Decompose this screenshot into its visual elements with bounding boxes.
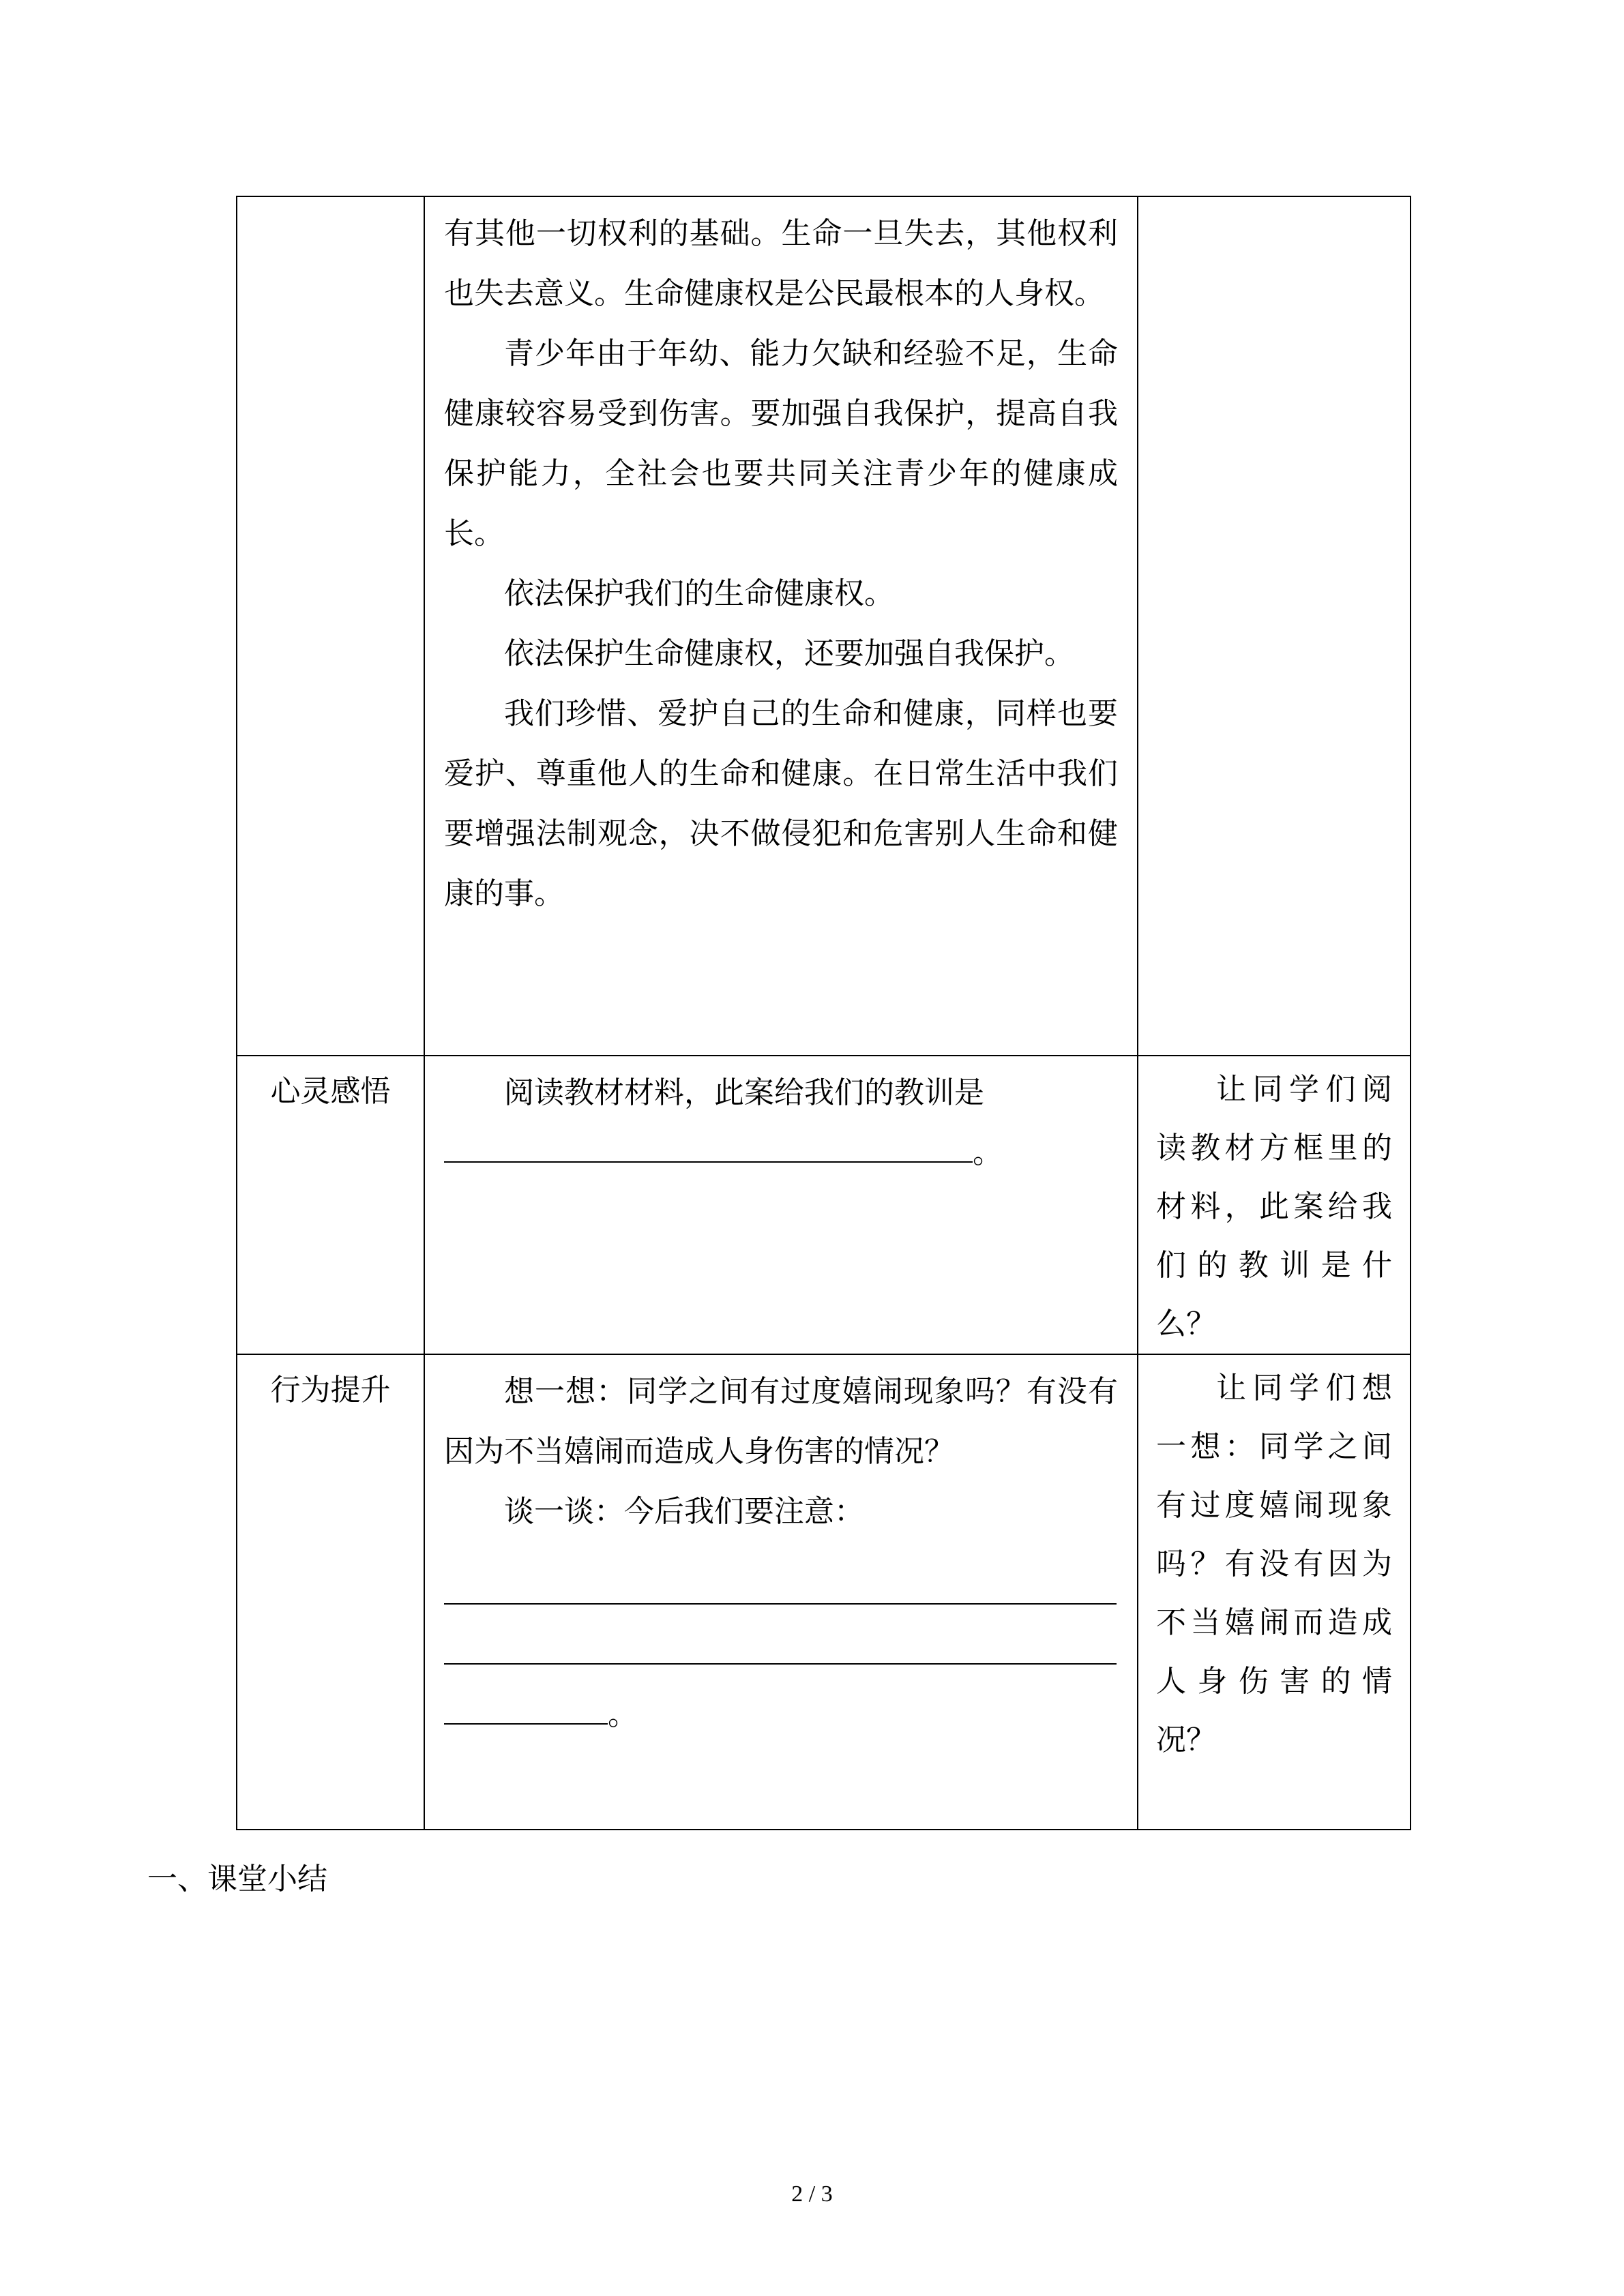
blank-underline: [444, 1688, 608, 1725]
note-cell-reflection: [1138, 1056, 1411, 1354]
table-row-behavior: [237, 1354, 1411, 1830]
row-label-cell-behavior: [237, 1354, 424, 1830]
blank-suffix: 。: [608, 1698, 638, 1731]
row-label-cell-empty: [237, 196, 424, 1056]
row-label-cell-reflection: [237, 1056, 424, 1354]
section-heading: 一、课堂小结: [147, 1862, 327, 1896]
behavior-talk-prompt: 谈一谈：今后我们要注意：: [504, 1495, 864, 1528]
note-cell-empty: [1138, 196, 1411, 1056]
page-number: 2 / 3: [791, 2181, 833, 2207]
behavior-think-prompt: 想一想：同学之间有过度嬉闹现象吗？有没有因为不当嬉闹而造成人身伤害的情况？: [444, 1375, 1118, 1468]
content-cell-behavior: [424, 1354, 1138, 1830]
content-cell-continuation: [424, 196, 1138, 1056]
table-row-reflection: [237, 1056, 1411, 1354]
blank-suffix: 。: [973, 1136, 1003, 1169]
reflection-blank-line: [444, 1123, 1118, 1183]
paragraph-law-protect: 依法保护我们的生命健康权。: [504, 577, 894, 610]
paragraph-cherish-life: 我们珍惜、爱护自己的生命和健康，同样也要爱护、尊重他人的生命和健康。在日常生活中我们要增强法制观念，决不做侵犯和危害别人生命和健康的事。: [444, 697, 1118, 910]
paragraph-self-protect: 依法保护生命健康权，还要加强自我保护。: [504, 637, 1074, 670]
paragraph-youth-protection: 青少年由于年幼、能力欠缺和经验不足，生命健康较容易受到伤害。要加强自我保护，提高自我保护能力，全社会也要共同关注青少年的健康成长。: [444, 337, 1118, 550]
blank-underline: [444, 1628, 1117, 1665]
behavior-note: 让同学们想一想：同学之间有过度嬉闹现象吗？有没有因为不当嬉闹而造成人身伤害的情况？: [1156, 1371, 1392, 1757]
content-cell-reflection: [424, 1056, 1138, 1354]
reflection-note: 让同学们阅读教材方框里的材料，此案给我们的教训是什么？: [1156, 1073, 1392, 1341]
behavior-blank-line-3: [444, 1685, 1118, 1745]
behavior-blank-line-1: [444, 1565, 1118, 1625]
reflection-prompt: 阅读教材材料，此案给我们的教训是: [504, 1076, 984, 1109]
note-cell-behavior: [1138, 1354, 1411, 1830]
behavior-blank-line-2: [444, 1625, 1118, 1685]
table-row-continuation: [237, 196, 1411, 1056]
lesson-plan-table: [236, 196, 1411, 1830]
row-label-reflection: 心灵感悟: [270, 1075, 391, 1108]
blank-underline: [444, 1568, 1117, 1605]
row-label-behavior: 行为提升: [270, 1373, 391, 1407]
blank-underline: [444, 1126, 973, 1163]
paragraph-life-right-basis: 有其他一切权利的基础。生命一旦失去，其他权利也失去意义。生命健康权是公民最根本的人身权。: [444, 217, 1118, 310]
